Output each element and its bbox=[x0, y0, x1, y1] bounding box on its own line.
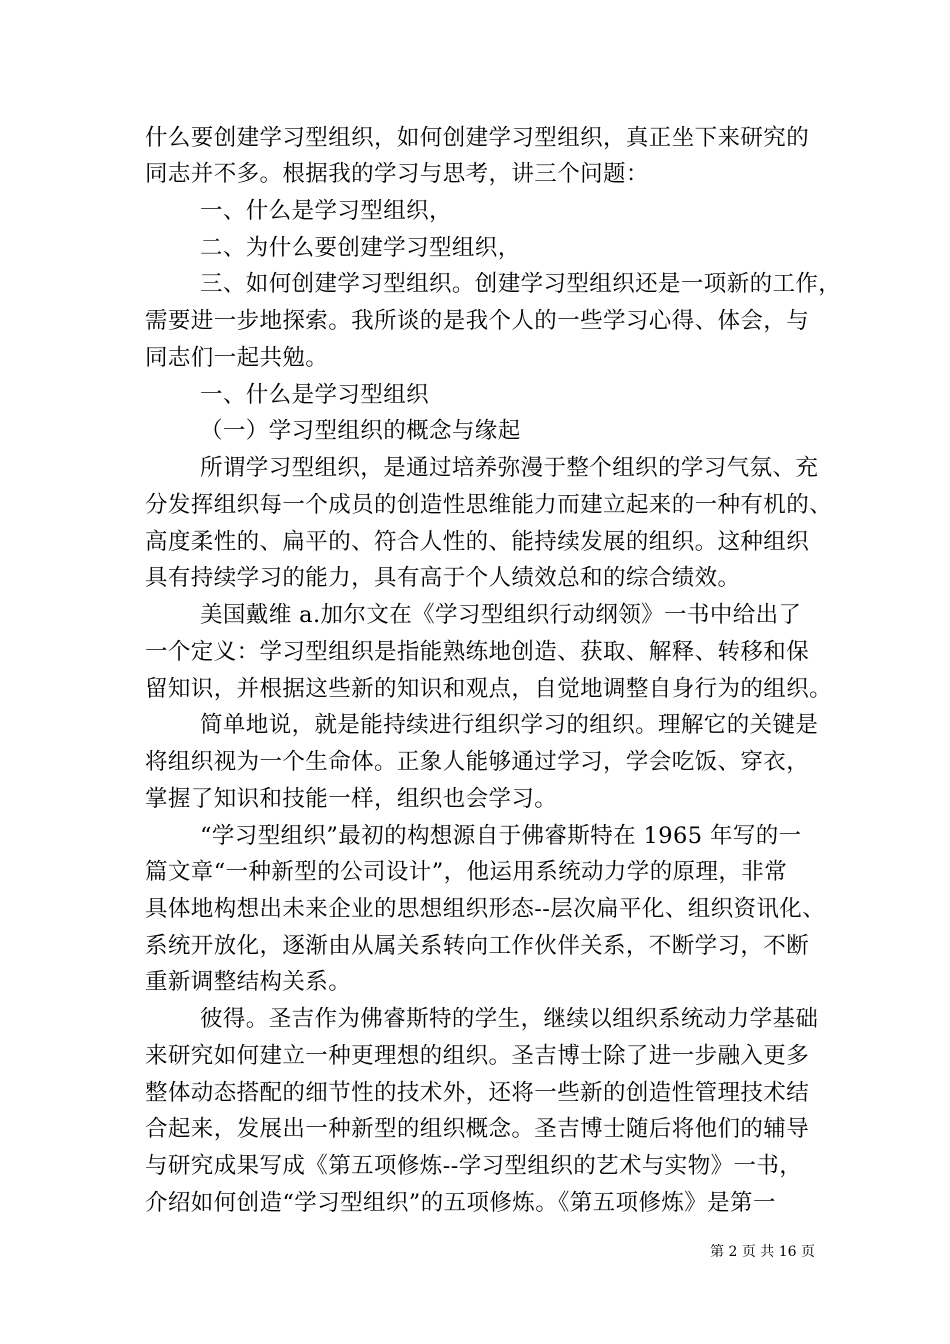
text-line: 分发挥组织每一个成员的创造性思维能力而建立起来的一种有机的、 bbox=[145, 492, 833, 518]
text-line: 将组织视为一个生命体。正象人能够通过学习，学会吃饭、穿衣， bbox=[145, 749, 810, 775]
text-line: 什么要创建学习型组织，如何创建学习型组织，真正坐下来研究的 bbox=[145, 125, 810, 151]
text-line: 简单地说，就是能持续进行组织学习的组织。理解它的关键是 bbox=[200, 712, 819, 738]
section-heading: 一、什么是学习型组织 bbox=[200, 382, 430, 408]
text-line: 系统开放化，逐渐由从属关系转向工作伙伴关系，不断学习，不断 bbox=[145, 933, 810, 959]
text-line: 二、为什么要创建学习型组织， bbox=[200, 235, 521, 261]
text-line: 高度柔性的、扁平的、符合人性的、能持续发展的组织。这种组织 bbox=[145, 529, 810, 555]
text-line: 重新调整结构关系。 bbox=[145, 969, 352, 995]
text-line: 具有持续学习的能力，具有高于个人绩效总和的综合绩效。 bbox=[145, 565, 741, 591]
text-line: 三、如何创建学习型组织。创建学习型组织还是一项新的工作， bbox=[200, 271, 842, 297]
text-line: 需要进一步地探索。我所谈的是我个人的一些学习心得、体会，与 bbox=[145, 308, 810, 334]
page-number: 第 2 页 共 16 页 bbox=[710, 1244, 815, 1260]
text-line: 同志们一起共勉。 bbox=[145, 345, 329, 371]
text-line: 美国戴维 a.加尔文在《学习型组织行动纲领》一书中给出了 bbox=[200, 602, 802, 628]
text-line: “学习型组织”最初的构想源自于佛睿斯特在 1965 年写的一 bbox=[200, 823, 802, 849]
text-line: 来研究如何建立一种更理想的组织。圣吉博士除了进一步融入更多 bbox=[145, 1043, 810, 1069]
text-line: 一个定义：学习型组织是指能熟练地创造、获取、解释、转移和保 bbox=[145, 639, 810, 665]
text-line: 具体地构想出未来企业的思想组织形态--层次扁平化、组织资讯化、 bbox=[145, 896, 826, 922]
text-line: 合起来，发展出一种新型的组织概念。圣吉博士随后将他们的辅导 bbox=[145, 1116, 810, 1142]
text-line: 彼得。圣吉作为佛睿斯特的学生，继续以组织系统动力学基础 bbox=[200, 1006, 819, 1032]
text-line: 一、什么是学习型组织， bbox=[200, 198, 452, 224]
text-line: 介绍如何创造“学习型组织”的五项修炼。《第五项修炼》是第一 bbox=[145, 1190, 776, 1216]
text-line: 所谓学习型组织，是通过培养弥漫于整个组织的学习气氛、充 bbox=[200, 455, 819, 481]
text-line: 整体动态搭配的细节性的技术外，还将一些新的创造性管理技术结 bbox=[145, 1080, 810, 1106]
text-line: 留知识，并根据这些新的知识和观点，自觉地调整自身行为的组织。 bbox=[145, 676, 833, 702]
text-line: 同志并不多。根据我的学习与思考，讲三个问题： bbox=[145, 161, 649, 187]
subsection-heading: （一）学习型组织的概念与缘起 bbox=[200, 418, 521, 444]
text-line: 掌握了知识和技能一样，组织也会学习。 bbox=[145, 786, 558, 812]
text-line: 篇文章“一种新型的公司设计”，他运用系统动力学的原理，非常 bbox=[145, 859, 788, 885]
text-line: 与研究成果写成《第五项修炼--学习型组织的艺术与实物》一书， bbox=[145, 1153, 803, 1179]
